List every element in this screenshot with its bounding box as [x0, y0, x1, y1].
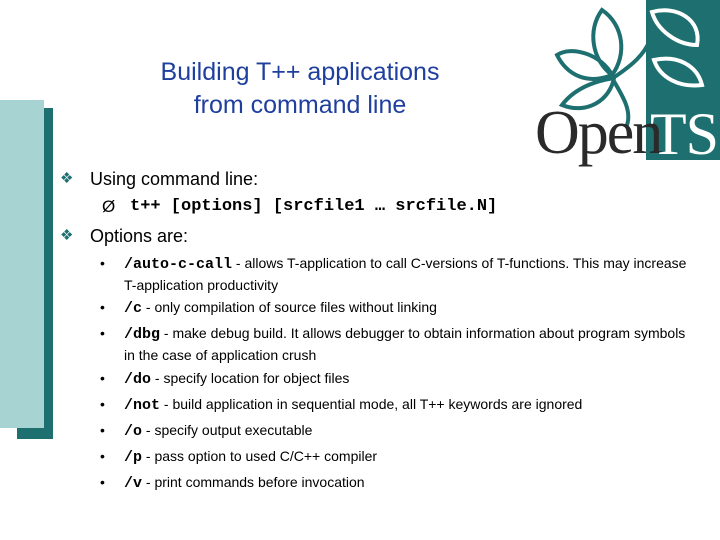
- dot-bullet-icon: •: [100, 370, 105, 386]
- option-flag: /do: [124, 371, 152, 388]
- command-syntax-line: [102, 196, 497, 218]
- option-description: - allows T-application to call C-versions of T-functions. This may increase T-application productivity: [124, 255, 687, 293]
- option-item: [100, 253, 700, 295]
- option-flag: /v: [124, 475, 143, 492]
- option-description: - make debug build. It allows debugger to obtain information about program symbols in the case of application crush: [124, 325, 686, 363]
- option-description: - only compilation of source files without linking: [142, 299, 437, 315]
- option-item: [100, 472, 700, 494]
- option-text: [124, 472, 700, 494]
- title-line-1: Building T++ applications: [160, 58, 440, 86]
- bullet-text: Options are:: [90, 226, 189, 246]
- option-text: [124, 253, 700, 295]
- option-item: [100, 394, 700, 416]
- bullet-using-command-line: [60, 168, 258, 190]
- option-text: [124, 297, 700, 319]
- option-item: [100, 323, 700, 365]
- option-text: [124, 420, 700, 442]
- command-syntax: t++ [options] [srcfile1 … srcfile.N]: [130, 197, 498, 216]
- sidebar-decoration: [0, 100, 44, 428]
- option-flag: /auto-c-call: [124, 256, 233, 273]
- dot-bullet-icon: •: [100, 396, 105, 412]
- diamond-bullet-icon: ❖: [60, 227, 74, 244]
- logo-ts-text: TS: [650, 101, 719, 167]
- option-flag: /not: [124, 397, 161, 414]
- dot-bullet-icon: •: [100, 422, 105, 438]
- option-flag: /dbg: [124, 326, 161, 343]
- option-text: [124, 394, 700, 416]
- slide-title: [120, 56, 480, 122]
- option-description: - pass option to used C/C++ compiler: [142, 448, 378, 464]
- dot-bullet-icon: •: [100, 325, 105, 341]
- option-text: [124, 323, 700, 365]
- logo-open-text: Open: [535, 99, 662, 167]
- option-description: - specify location for object files: [151, 370, 350, 386]
- option-text: [124, 446, 700, 468]
- option-description: - print commands before invocation: [142, 474, 365, 490]
- option-description: - specify output executable: [142, 422, 313, 438]
- title-line-2: from command line: [193, 91, 407, 119]
- diamond-bullet-icon: ❖: [60, 170, 74, 187]
- option-flag: /p: [124, 449, 143, 466]
- bullet-options-are: [60, 225, 188, 247]
- option-flag: /c: [124, 300, 143, 317]
- option-flag: /o: [124, 423, 143, 440]
- bullet-text: Using command line:: [90, 169, 259, 189]
- option-text: [124, 368, 700, 390]
- dot-bullet-icon: •: [100, 474, 105, 490]
- dot-bullet-icon: •: [100, 255, 105, 271]
- dot-bullet-icon: •: [100, 448, 105, 464]
- option-item: [100, 420, 700, 442]
- arrow-bullet-icon: Ø: [102, 197, 116, 216]
- dot-bullet-icon: •: [100, 299, 105, 315]
- option-description: - build application in sequential mode, all T++ keywords are ignored: [160, 396, 583, 412]
- option-item: [100, 368, 700, 390]
- option-item: [100, 297, 700, 319]
- option-item: [100, 446, 700, 468]
